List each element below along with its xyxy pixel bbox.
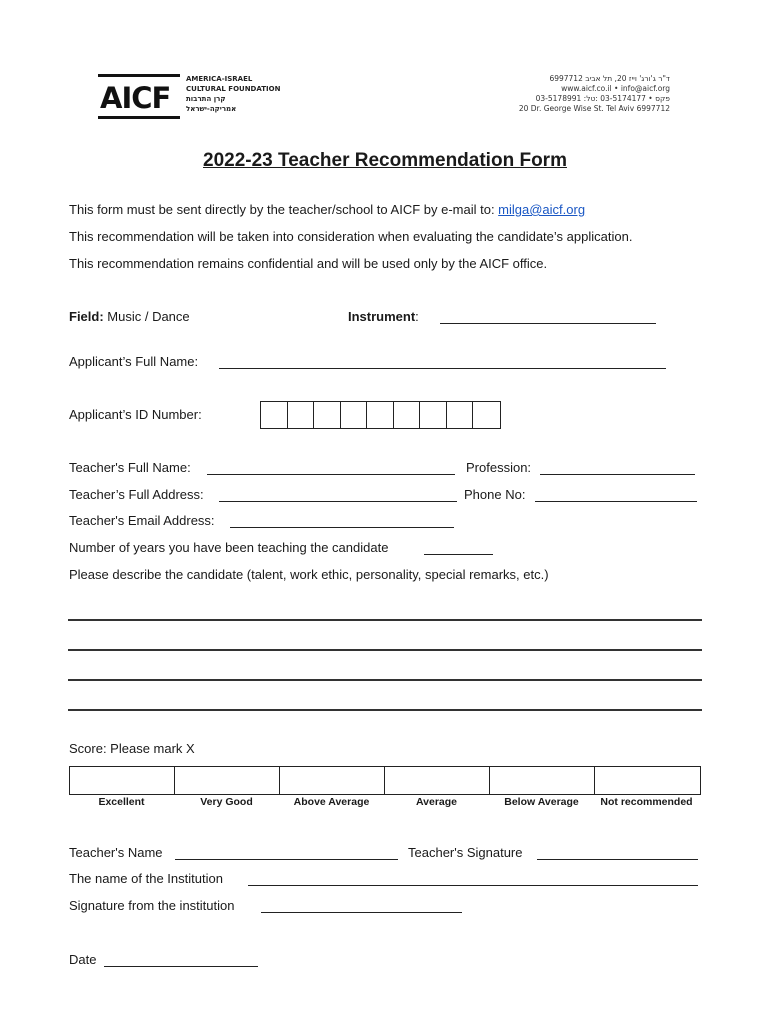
address-line: www.aicf.co.il • info@aicf.org xyxy=(561,84,670,93)
profession-input-line[interactable] xyxy=(540,474,695,475)
score-box-excellent[interactable] xyxy=(70,767,175,794)
institution-name-input-line[interactable] xyxy=(248,885,698,886)
id-digit-box[interactable] xyxy=(314,402,341,428)
years-input-line[interactable] xyxy=(424,554,493,555)
institution-signature-input-line[interactable] xyxy=(261,912,462,913)
id-digit-box[interactable] xyxy=(394,402,421,428)
teacher-signature-input-line[interactable] xyxy=(537,859,698,860)
address-line: ד"ר ג'ורג' וייז 20, תל אביב 6997712 xyxy=(549,74,670,83)
instrument-input-line[interactable] xyxy=(440,323,656,324)
form-title: 2022-23 Teacher Recommendation Form xyxy=(203,150,567,171)
description-line[interactable] xyxy=(68,619,702,621)
org-line: CULTURAL FOUNDATION xyxy=(186,85,281,93)
score-option-label: Average xyxy=(415,796,458,808)
teacher-address-label: Teacher’s Full Address: xyxy=(69,487,204,502)
field-value: Music / Dance xyxy=(103,309,190,324)
logo-bottom-bar xyxy=(98,116,180,119)
intro-line-3: This recommendation remains confidential and will be used only by the AICF office. xyxy=(69,256,548,271)
teacher-name-sig-input-line[interactable] xyxy=(175,859,398,860)
applicant-name-input-line[interactable] xyxy=(219,368,666,369)
email-link[interactable]: milga@aicf.org xyxy=(498,202,586,217)
field-row xyxy=(69,309,190,324)
teacher-name-label: Teacher's Full Name: xyxy=(69,460,191,475)
id-digit-box[interactable] xyxy=(447,402,474,428)
phone-label: Phone No: xyxy=(464,487,526,502)
address-line: 03-5178991 :פקס • 03-5174177 :טל xyxy=(535,94,670,103)
score-box-below-average[interactable] xyxy=(490,767,595,794)
id-digit-box[interactable] xyxy=(473,402,500,428)
intro-line-2: This recommendation will be taken into consideration when evaluating the candidate’s application. xyxy=(69,229,633,244)
address-line: 20 Dr. George Wise St. Tel Aviv 6997712 xyxy=(518,104,670,113)
score-label: Score: Please mark X xyxy=(69,741,195,756)
logo-top-bar xyxy=(98,74,180,77)
date-label: Date xyxy=(69,952,97,967)
teacher-email-label: Teacher's Email Address: xyxy=(69,513,215,528)
score-box-average[interactable] xyxy=(385,767,490,794)
date-input-line[interactable] xyxy=(104,966,258,967)
description-line[interactable] xyxy=(68,709,702,711)
org-line: אמריקה-ישראל xyxy=(186,105,237,113)
org-line: קרן התרבות xyxy=(186,95,226,103)
applicant-id-grid xyxy=(260,401,501,429)
organization-address xyxy=(519,74,670,114)
score-box-above-average[interactable] xyxy=(280,767,385,794)
profession-label: Profession: xyxy=(466,460,532,475)
id-digit-box[interactable] xyxy=(288,402,315,428)
id-digit-box[interactable] xyxy=(261,402,288,428)
applicant-name-label: Applicant’s Full Name: xyxy=(69,354,199,369)
score-option-label: Excellent xyxy=(98,796,145,808)
teacher-email-input-line[interactable] xyxy=(230,527,454,528)
id-digit-box[interactable] xyxy=(420,402,447,428)
score-option-label: Below Average xyxy=(504,796,579,808)
logo-text: AICF xyxy=(100,81,171,115)
instrument-row xyxy=(348,309,419,324)
instrument-colon: : xyxy=(415,309,419,324)
institution-signature-label: Signature from the institution xyxy=(69,898,235,913)
teacher-name-input-line[interactable] xyxy=(207,474,455,475)
score-grid xyxy=(69,766,701,795)
describe-label: Please describe the candidate (talent, work ethic, personality, special remarks, etc.) xyxy=(69,567,549,582)
org-line: AMERICA-ISRAEL xyxy=(186,75,253,83)
score-box-very-good[interactable] xyxy=(175,767,280,794)
aicf-logo xyxy=(98,74,180,120)
institution-name-label: The name of the Institution xyxy=(69,871,223,886)
description-line[interactable] xyxy=(68,679,702,681)
score-option-label: Very Good xyxy=(200,796,253,808)
description-line[interactable] xyxy=(68,649,702,651)
score-box-not-recommended[interactable] xyxy=(595,767,700,794)
phone-input-line[interactable] xyxy=(535,501,697,502)
id-digit-box[interactable] xyxy=(367,402,394,428)
id-digit-box[interactable] xyxy=(341,402,368,428)
applicant-id-label: Applicant’s ID Number: xyxy=(69,407,202,422)
score-option-label: Above Average xyxy=(293,796,370,808)
years-label: Number of years you have been teaching the candidate xyxy=(69,540,389,555)
intro-line-1 xyxy=(69,202,585,217)
organization-name xyxy=(186,74,280,114)
teacher-name-sig-label: Teacher's Name xyxy=(69,845,163,860)
score-option-label: Not recommended xyxy=(600,796,693,808)
instrument-label: Instrument xyxy=(348,309,416,324)
field-label: Field: xyxy=(69,309,104,324)
teacher-address-input-line[interactable] xyxy=(219,501,457,502)
teacher-signature-label: Teacher's Signature xyxy=(408,845,523,860)
intro-text: This form must be sent directly by the teacher/school to AICF by e-mail to: xyxy=(69,202,499,217)
score-labels xyxy=(69,796,699,808)
